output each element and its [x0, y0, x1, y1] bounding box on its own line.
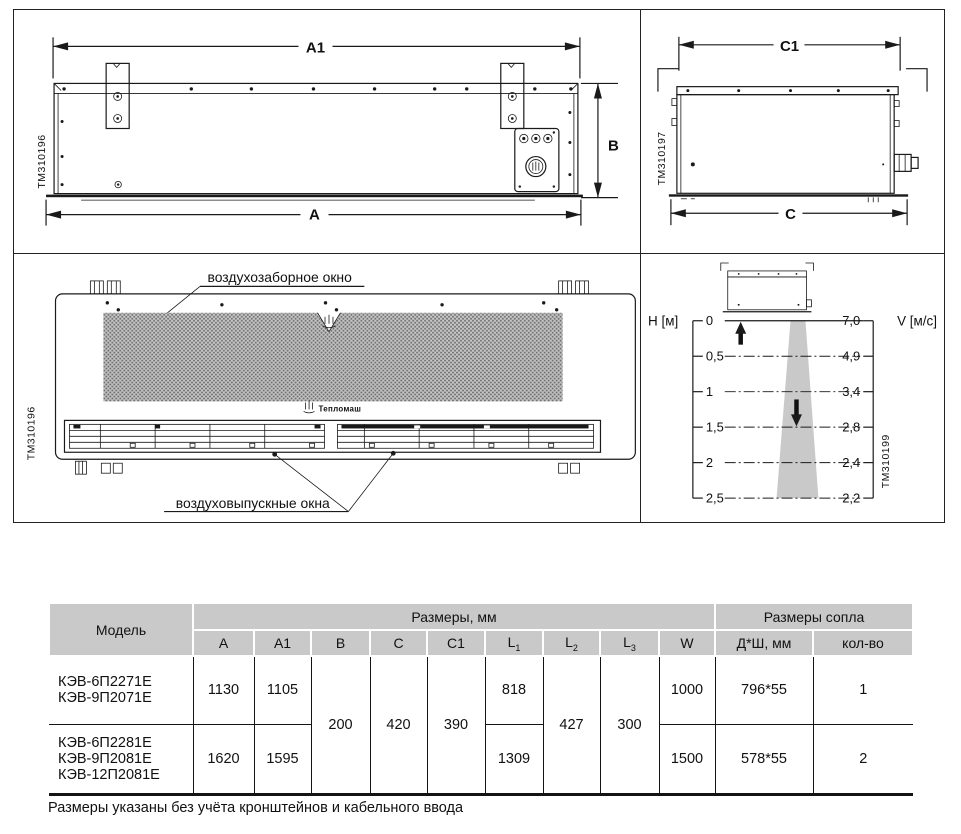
dim-c1-label: C1 [779, 37, 800, 55]
col-header-nozzle-qty: кол-во [813, 630, 913, 656]
dim-b [581, 83, 619, 197]
intake-mesh [103, 312, 562, 401]
svg-text:2,5: 2,5 [705, 490, 724, 506]
base-plate [669, 194, 908, 202]
bottom-bracket-marks [75, 461, 579, 474]
drawing-frame [13, 9, 945, 523]
side-view-panel [641, 10, 944, 254]
front-view-panel [14, 10, 641, 254]
svg-text:0: 0 [705, 313, 714, 329]
dim-c-label: C [785, 206, 796, 224]
svg-text:0,5: 0,5 [705, 348, 724, 364]
dim-a1-label: A1 [305, 39, 326, 57]
model-cell: КЭВ-6П2281Е КЭВ-9П2081Е КЭВ-12П2081Е [58, 734, 160, 783]
drawing-code: TM310196 [26, 406, 38, 461]
value-nozzle-qty: 2 [813, 724, 913, 794]
brand-name: Тепломаш [318, 404, 362, 414]
grille-clips [130, 443, 553, 447]
svg-text:1: 1 [705, 384, 714, 400]
table-row [49, 656, 913, 724]
electrical-box [515, 128, 559, 191]
svg-text:2,2: 2,2 [842, 490, 861, 506]
outlet-callout [164, 451, 396, 512]
dim-b-label: B [607, 137, 619, 155]
cable-gland-icon [520, 134, 552, 142]
col-header-model: Модель [49, 603, 193, 656]
col-header-b: B [311, 630, 370, 656]
front-view-drawing [14, 10, 640, 253]
outlet-label: воздуховыпускные окна [175, 495, 330, 512]
drawing-code: TM310197 [656, 131, 668, 186]
unit-body [54, 83, 578, 193]
screw-dots-rail [686, 89, 889, 92]
dim-a [46, 200, 581, 226]
outlet-grille [64, 420, 600, 452]
value-l2: 427 [543, 656, 600, 794]
dimensions-table [48, 602, 914, 796]
airflow-chart [641, 254, 944, 522]
dim-c1 [679, 37, 900, 71]
model-cell: КЭВ-6П2271Е КЭВ-9П2071Е [49, 656, 193, 724]
value-b: 200 [311, 656, 370, 794]
value-nozzle-size: 578*55 [715, 724, 813, 794]
flame-logo-icon [304, 400, 315, 412]
drawing-code: TM310199 [881, 434, 893, 489]
screw-dots-right-edge [568, 111, 571, 176]
airflow-chart-panel [641, 254, 944, 522]
svg-text:4,9: 4,9 [842, 348, 861, 364]
value-nozzle-size: 796*55 [715, 656, 813, 724]
brand-logo [304, 400, 362, 413]
col-header-c1: C1 [427, 630, 485, 656]
mounting-bracket-left [106, 63, 129, 128]
col-header-l1: $L_1$ [485, 630, 543, 656]
group-header-nozzle: Размеры сопла [715, 603, 913, 630]
value-a1: 1105 [254, 656, 311, 724]
dim-a-label: A [309, 206, 320, 224]
svg-text:3,4: 3,4 [842, 384, 861, 400]
value-a: 1620 [193, 724, 254, 794]
unit-body-side [672, 87, 899, 194]
value-nozzle-qty: 1 [813, 656, 913, 724]
drawing-code: TM310196 [36, 134, 49, 189]
svg-text:1,5: 1,5 [705, 419, 724, 435]
value-l3: 300 [600, 656, 659, 794]
axis-left-bracket [693, 321, 703, 498]
value-l1: 818 [485, 656, 543, 724]
dim-c [671, 199, 907, 225]
bottom-view-panel [14, 254, 641, 522]
cable-gland-icon [894, 154, 918, 171]
v-axis-ticks [842, 313, 860, 505]
bottom-view-drawing [14, 254, 640, 522]
mounting-bracket-right [501, 63, 524, 128]
h-axis-label: H [м] [648, 313, 679, 329]
unit-icon [721, 263, 814, 312]
hanger-hooks [658, 69, 927, 92]
v-axis-label: V [м/с] [897, 313, 937, 329]
value-c1: 390 [427, 656, 485, 794]
axis-right-bracket [863, 321, 873, 498]
svg-text:2,8: 2,8 [842, 419, 861, 435]
screw-dots-left-edge [61, 120, 64, 186]
value-c: 420 [370, 656, 427, 794]
svg-text:2,4: 2,4 [842, 455, 861, 471]
footnote: Размеры указаны без учёта кронштейнов и кабельного ввода [48, 800, 464, 816]
up-arrow-icon [735, 322, 746, 345]
base-plate [46, 195, 583, 201]
brand-roundel-icon [526, 157, 546, 177]
col-header-w: W [659, 630, 715, 656]
value-a: 1130 [193, 656, 254, 724]
value-a1: 1595 [254, 724, 311, 794]
value-w: 1500 [659, 724, 715, 794]
col-header-a1: A1 [254, 630, 311, 656]
header-group-row [49, 603, 913, 630]
value-w: 1000 [659, 656, 715, 724]
svg-text:7,0: 7,0 [842, 313, 861, 329]
svg-text:2: 2 [705, 455, 714, 471]
col-header-c: C [370, 630, 427, 656]
group-header-dimensions: Размеры, мм [193, 603, 715, 630]
col-header-l3: $L_3$ [600, 630, 659, 656]
col-header-a: A [193, 630, 254, 656]
value-l1: 1309 [485, 724, 543, 794]
col-header-nozzle-size: Д*Ш, мм [715, 630, 813, 656]
side-view-drawing [641, 10, 944, 253]
h-axis-ticks [706, 313, 724, 505]
col-header-l2: $L_2$ [543, 630, 600, 656]
screw-dots-top [62, 87, 572, 90]
intake-label: воздухозаборное окно [207, 268, 352, 285]
screw-dots [106, 301, 559, 311]
